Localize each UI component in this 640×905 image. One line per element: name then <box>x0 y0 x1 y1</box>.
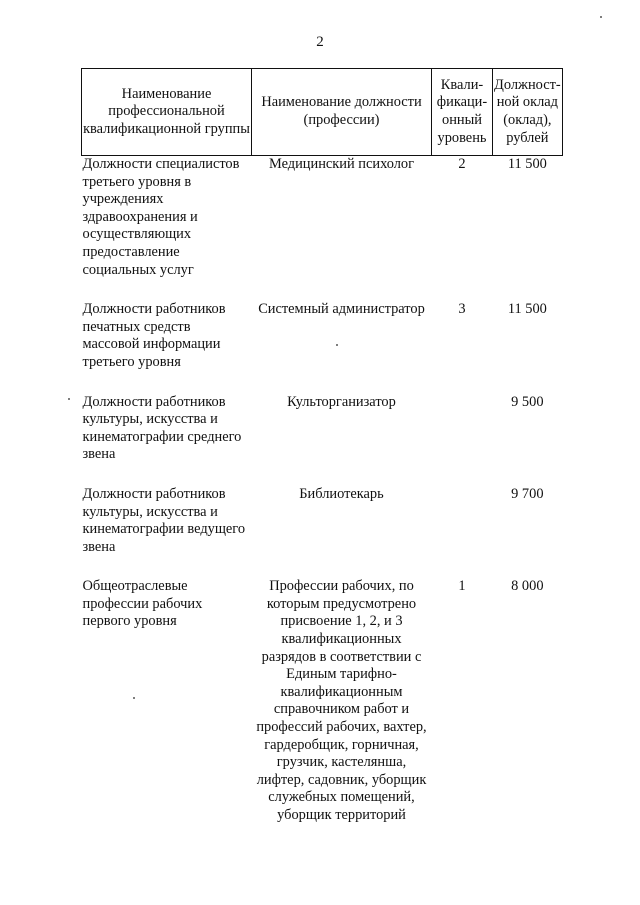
table-row <box>82 301 563 393</box>
cell-salary: 8 000 <box>511 578 544 595</box>
cell-salary: 11 500 <box>507 301 547 318</box>
cell-level: 1 <box>458 578 466 595</box>
scan-speck <box>600 16 602 18</box>
cell-group: Должности работников культуры, искусства и кинематографии ведущего звена <box>82 485 246 555</box>
cell-group: Должности специалистов третьего уровня в учреждениях здравоохранения и осуществляющих предоставление социальных услуг <box>82 156 240 278</box>
cell-position: Профессии рабочих, по которым предусмотрено присвоение 1, 2, и 3 квалификационных разрядов в соответствии с Единым тарифно-квалификационным справочником работ и профессий рабочих, вахтер, гардеробщик, горничная, грузчик, кастелянша, лифтер, садовник, уборщик служебных помещений, уборщик территорий <box>256 578 427 823</box>
table-row <box>82 394 563 486</box>
cell-position: Системный администратор <box>258 301 425 318</box>
cell-level <box>432 394 493 486</box>
header-group: Наименование профессиональной квалификационной группы <box>82 69 252 156</box>
header-salary: Должност-ной оклад (оклад), рублей <box>493 69 563 156</box>
header-position: Наименование должности (профессии) <box>252 69 432 156</box>
cell-group: Должности работников печатных средств массовой информации третьего уровня <box>82 301 226 370</box>
table-row <box>82 578 563 824</box>
table-header-row <box>82 69 563 156</box>
scan-speck <box>336 344 338 346</box>
cell-position: Библиотекарь <box>299 485 384 502</box>
scan-speck <box>133 697 135 699</box>
salary-table <box>81 68 563 825</box>
cell-group: Общеотраслевые профессии рабочих первого уровня <box>82 578 203 630</box>
table-row <box>82 156 563 302</box>
cell-group: Должности работников культуры, искусства и кинематографии среднего звена <box>82 393 242 463</box>
page-number: 2 <box>316 34 324 50</box>
scan-speck <box>68 398 70 400</box>
table-row <box>82 486 563 578</box>
cell-salary: 9 700 <box>511 485 544 502</box>
cell-salary: 9 500 <box>511 393 544 410</box>
cell-level <box>432 486 493 578</box>
cell-level: 3 <box>458 301 466 318</box>
cell-salary: 11 500 <box>507 156 547 172</box>
cell-position: Культорганизатор <box>287 393 396 410</box>
cell-level: 2 <box>458 156 466 172</box>
cell-position: Медицинский психолог <box>268 156 415 172</box>
header-level: Квали-фикаци-онный уровень <box>432 69 493 156</box>
